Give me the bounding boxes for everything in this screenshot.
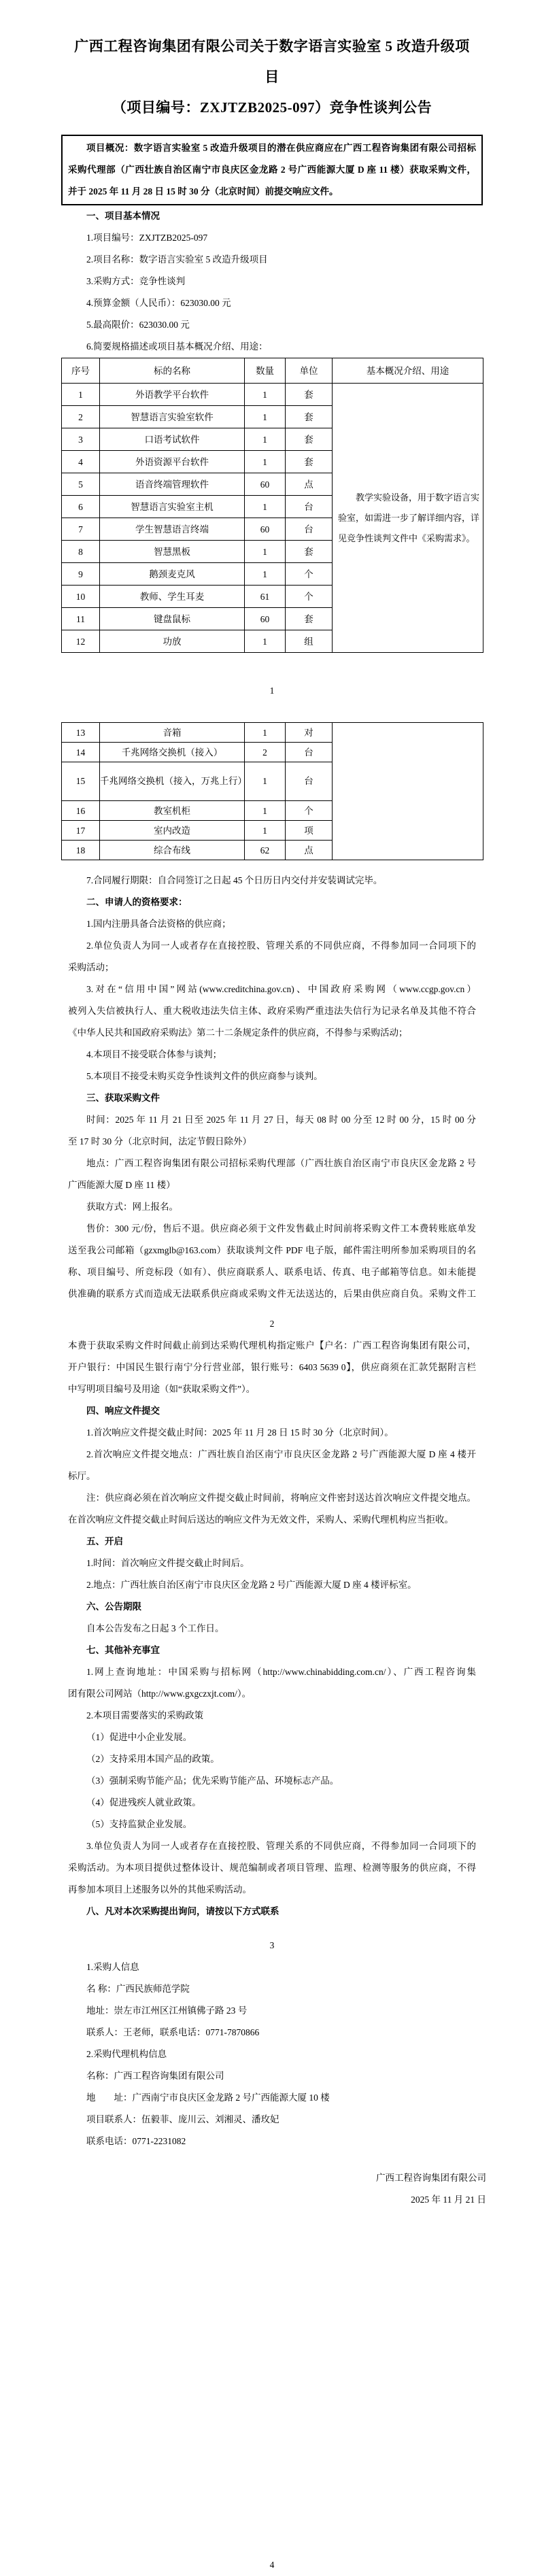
signature-company: 广西工程咨询集团有限公司: [376, 2173, 486, 2183]
text-line: 项目联系人：伍毅菲、庞川云、刘湘灵、潘玫妃: [86, 2114, 279, 2124]
table-cell: 6: [62, 496, 100, 518]
text-line: 售价：300 元/份，售后不退。供应商必须于文件发售截止时间前将采购文件工本费转账底单发: [86, 1223, 476, 1234]
text-line: （1）促进中小企业发展。: [86, 1732, 192, 1742]
section-basic-info: [68, 205, 476, 358]
table-cell: 套: [286, 608, 333, 630]
table-cell: 功放: [100, 630, 245, 653]
table-cell: 4: [62, 451, 100, 473]
section-qualification-and-documents: [68, 870, 476, 1305]
text-line: 名 称：广西民族师范学院: [86, 1984, 190, 1994]
project-overview-text: [68, 137, 476, 203]
text-line: 联系电话：0771-2231082: [86, 2136, 186, 2146]
table-cell: 3: [62, 428, 100, 451]
text-line: 2.单位负责人为同一人或者存在直接控股、管理关系的不同供应商，不得参加同一合同项下的: [86, 940, 476, 951]
table-cell: 语音终端管理软件: [100, 473, 245, 496]
table-cell: 鹅颈麦克风: [100, 563, 245, 586]
items-table-page-2: [61, 722, 483, 860]
table-cell: 智慧黑板: [100, 541, 245, 563]
text-line: 5.最高限价：623030.00 元: [86, 320, 190, 330]
text-line: 并于 2025 年 11 月 28 日 15 时 30 分（北京时间）前提交响应文件。: [68, 186, 339, 197]
text-line: 送至我公司邮箱（gzxmglb@163.com）获取谈判文件 PDF 电子版，邮件需注明所参加采购项目的名: [68, 1245, 476, 1255]
table-cell: 14: [62, 743, 100, 762]
table-cell: 1: [62, 384, 100, 406]
table-cell: 1: [245, 821, 286, 841]
table-cell: 1: [245, 406, 286, 428]
table-cell: 18: [62, 841, 100, 860]
table-cell: 1: [245, 801, 286, 821]
text-line: 5.本项目不接受未购买竞争性谈判文件的供应商参与谈判。: [86, 1071, 323, 1081]
table-cell: 综合布线: [100, 841, 245, 860]
table-cell: 9: [62, 563, 100, 586]
text-line: 地点：广西工程咨询集团有限公司招标采购代理部（广西壮族自治区南宁市良庆区金龙路 2 号: [86, 1158, 476, 1168]
project-overview-box: [61, 135, 483, 205]
text-line: 再参加本项目上述服务以外的其他采购活动。: [68, 1884, 252, 1895]
text-line: 注：供应商必须在首次响应文件提交截止时间前，将响应文件密封送达首次响应文件提交地点。: [86, 1493, 476, 1503]
text-line: 地址：崇左市江州区江州镇佛子路 23 号: [86, 2005, 248, 2016]
table-cell: 60: [245, 518, 286, 541]
table-note-line: 验室，如需进一步了解详细内容，详: [338, 512, 480, 523]
table-cell: 基本概况介绍、用途: [333, 358, 483, 384]
section-contact-info: [68, 1956, 476, 2152]
table-cell: 教师、学生耳麦: [100, 586, 245, 608]
text-line: 称、项目编号、所竞标段（如有）、供应商联系人、联系电话、传真、电子邮箱等信息。如未能提: [68, 1267, 476, 1277]
text-line: 3.采购方式：竞争性谈判: [86, 276, 186, 286]
section-heading: 五、开启: [86, 1536, 123, 1546]
table-cell: 数量: [245, 358, 286, 384]
section-heading: 八、凡对本次采购提出询问，请按以下方式联系: [86, 1906, 279, 1916]
table-cell: 个: [286, 586, 333, 608]
table-cell: 智慧语言实验室主机: [100, 496, 245, 518]
text-line: 中写明项目编号及用途（如“获取采购文件”）。: [68, 1384, 256, 1394]
table-cell: 2: [245, 743, 286, 762]
page-number-2: 2: [269, 1319, 275, 1329]
text-line: 7.合同履行期限：自合同签订之日起 45 个日历日内交付并安装调试完毕。: [86, 875, 383, 885]
table-cell: 1: [245, 630, 286, 653]
table-cell: 13: [62, 723, 100, 743]
text-line: （3）强制采购节能产品；优先采购节能产品、环境标志产品。: [86, 1776, 339, 1786]
text-line: 2.本项目需要落实的采购政策: [86, 1710, 204, 1721]
table-cell: 个: [286, 801, 333, 821]
text-line: 4.本项目不接受联合体参与谈判；: [86, 1049, 222, 1060]
text-line: 3.单位负责人为同一人或者存在直接控股、管理关系的不同供应商，不得参加同一合同项下的: [86, 1841, 476, 1851]
section-heading: 六、公告期限: [86, 1601, 141, 1612]
text-line: 被列入失信被执行人、重大税收违法失信主体、政府采购严重违法失信行为记录名单及其他不符合: [68, 1006, 476, 1016]
text-line: 广西能源大厦 D 座 11 楼）: [68, 1180, 175, 1190]
table-cell: 10: [62, 586, 100, 608]
text-line: 采购活动；: [68, 962, 114, 972]
items-table-page-1: [61, 358, 483, 653]
table-cell: 套: [286, 406, 333, 428]
page-number-3: 3: [269, 1940, 275, 1950]
text-line: 时间：2025 年 11 月 21 日至 2025 年 11 月 27 日，每天 08 时 00 分至 12 时 00 分，15 时 00 分: [86, 1115, 476, 1125]
table-row: [62, 384, 483, 406]
page-number-1: 1: [269, 685, 275, 696]
text-line: 2.首次响应文件提交地点：广西壮族自治区南宁市良庆区金龙路 2 号广西能源大厦 D 座 4 楼开: [86, 1449, 476, 1459]
text-line: 供准确的联系方式而造成无法联系供应商或采购文件无法送达的，后果由供应商自负。采购文件工: [68, 1289, 476, 1299]
table-cell: 2: [62, 406, 100, 428]
table-cell: 60: [245, 608, 286, 630]
document-title-line-1: 广西工程咨询集团有限公司关于数字语言实验室 5 改造升级项目: [74, 38, 470, 85]
table-cell: 键盘鼠标: [100, 608, 245, 630]
table-note-cell-empty: [333, 723, 483, 860]
table-cell: 60: [245, 473, 286, 496]
text-line: 1.网上查询地址：中国采购与招标网（http://www.chinabidding.com.cn/）、广西工程咨询集: [86, 1667, 476, 1677]
text-line: （5）支持监狱企业发展。: [86, 1819, 192, 1829]
text-line: 自本公告发布之日起 3 个工作日。: [86, 1623, 224, 1633]
table-cell: 1: [245, 428, 286, 451]
text-line: 本费于获取采购文件时间截止前到达采购代理机构指定账户【户名：广西工程咨询集团有限公司，: [68, 1340, 476, 1351]
table-cell: 16: [62, 801, 100, 821]
text-line: 在首次响应文件提交截止时间后送达的响应文件为无效文件，采购人、采购代理机构应当拒收。: [68, 1514, 454, 1525]
text-line: 2.项目名称：数字语言实验室 5 改造升级项目: [86, 254, 268, 265]
text-line: 标厅。: [68, 1471, 96, 1481]
table-cell: 11: [62, 608, 100, 630]
text-line: （4）促进残疾人就业政策。: [86, 1797, 201, 1808]
table-cell: 组: [286, 630, 333, 653]
section-heading: 七、其他补充事宜: [86, 1645, 160, 1655]
text-line: 1.国内注册具备合法资格的供应商；: [86, 919, 231, 929]
section-heading: 二、申请人的资格要求：: [86, 897, 188, 907]
table-cell: 外语资源平台软件: [100, 451, 245, 473]
table-header-row: [62, 358, 483, 384]
table-row: [62, 723, 483, 743]
table-cell: 7: [62, 518, 100, 541]
table-cell: 学生智慧语言终端: [100, 518, 245, 541]
table-cell: 1: [245, 384, 286, 406]
section-heading: 三、获取采购文件: [86, 1093, 160, 1103]
text-line: 1.采购人信息: [86, 1962, 139, 1972]
table-cell: 1: [245, 451, 286, 473]
text-line: 至 17 时 30 分（北京时间，法定节假日除外）: [68, 1136, 252, 1147]
section-heading: 四、响应文件提交: [86, 1406, 160, 1416]
table-cell: 个: [286, 563, 333, 586]
text-line: 1.项目编号：ZXJTZB2025-097: [86, 233, 208, 243]
signature-block: [68, 2167, 486, 2211]
table-cell: 千兆网络交换机（接入）: [100, 743, 245, 762]
table-cell: 智慧语言实验室软件: [100, 406, 245, 428]
text-line: 开户银行：中国民生银行南宁分行营业部，银行账号：6403 5639 0】，供应商须在汇款凭据附言栏: [68, 1362, 476, 1372]
table-cell: 教室机柜: [100, 801, 245, 821]
text-line: 6.简要规格描述或项目基本概况介绍、用途：: [86, 341, 268, 352]
table-cell: 口语考试软件: [100, 428, 245, 451]
table-cell: 台: [286, 743, 333, 762]
text-line: 名称：广西工程咨询集团有限公司: [86, 2071, 224, 2081]
section-submission-and-policies: [68, 1335, 476, 1922]
table-cell: 12: [62, 630, 100, 653]
text-line: 2.地点：广西壮族自治区南宁市良庆区金龙路 2 号广西能源大厦 D 座 4 楼评标室。: [86, 1580, 417, 1590]
table-cell: 点: [286, 841, 333, 860]
table-cell: 61: [245, 586, 286, 608]
table-note-line: 见竞争性谈判文件中《采购需求》。: [338, 532, 475, 543]
table-cell: 序号: [62, 358, 100, 384]
text-line: 1.时间：首次响应文件提交截止时间后。: [86, 1558, 250, 1568]
table-cell: 8: [62, 541, 100, 563]
table-cell: 62: [245, 841, 286, 860]
table-cell: 套: [286, 428, 333, 451]
table-cell: 套: [286, 451, 333, 473]
table-cell: 点: [286, 473, 333, 496]
text-line: 联系人：王老师，联系电话：0771-7870866: [86, 2027, 260, 2037]
document-title-line-2: （项目编号：ZXJTZB2025-097）竞争性谈判公告: [112, 99, 432, 116]
table-cell: 套: [286, 384, 333, 406]
table-note-cell: [333, 384, 483, 653]
text-line: 1.首次响应文件提交截止时间：2025 年 11 月 28 日 15 时 30 分（北京时间）。: [86, 1427, 394, 1438]
text-line: 团有限公司网站（http://www.gxgczxjt.com/）。: [68, 1689, 252, 1699]
table-cell: 1: [245, 541, 286, 563]
text-line: 获取方式：网上报名。: [86, 1202, 178, 1212]
table-cell: 音箱: [100, 723, 245, 743]
table-cell: 外语教学平台软件: [100, 384, 245, 406]
table-cell: 对: [286, 723, 333, 743]
table-cell: 项: [286, 821, 333, 841]
text-line: （2）支持采用本国产品的政策。: [86, 1754, 220, 1764]
document-title: [68, 0, 476, 123]
table-cell: 千兆网络交换机（接入，万兆上行）: [100, 762, 245, 801]
text-line: 采购代理部（广西壮族自治区南宁市良庆区金龙路 2 号广西能源大厦 D 座 11 楼）获取采购文件，: [68, 165, 476, 175]
table-cell: 1: [245, 723, 286, 743]
signature-date: 2025 年 11 月 21 日: [411, 2194, 486, 2205]
text-line: 2.采购代理机构信息: [86, 2049, 167, 2059]
text-line: 3.对在“信用中国”网站(www.creditchina.gov.cn)、中国政府采购网（www.ccgp.gov.cn）: [86, 984, 476, 994]
table-cell: 套: [286, 541, 333, 563]
table-cell: 17: [62, 821, 100, 841]
text-line: 采购活动。为本项目提供过整体设计、规范编制或者项目管理、监理、检测等服务的供应商，不得: [68, 1863, 476, 1873]
table-cell: 单位: [286, 358, 333, 384]
table-cell: 室内改造: [100, 821, 245, 841]
text-line: 《中华人民共和国政府采购法》第二十二条规定条件的供应商，不得参与采购活动；: [68, 1028, 408, 1038]
text-line: 项目概况：数字语言实验室 5 改造升级项目的潜在供应商应在广西工程咨询集团有限公司招标: [86, 143, 476, 153]
text-line: 4.预算金额（人民币）：623030.00 元: [86, 298, 231, 308]
table-cell: 台: [286, 496, 333, 518]
table-cell: 台: [286, 762, 333, 801]
table-cell: 标的名称: [100, 358, 245, 384]
page-number-4: 4: [269, 2560, 275, 2570]
table-cell: 5: [62, 473, 100, 496]
table-cell: 台: [286, 518, 333, 541]
table-cell: 15: [62, 762, 100, 801]
section-heading: 一、项目基本情况: [86, 211, 160, 221]
table-cell: 1: [245, 563, 286, 586]
text-line: 地 址：广西南宁市良庆区金龙路 2 号广西能源大厦 10 楼: [86, 2092, 330, 2103]
table-cell: 1: [245, 496, 286, 518]
table-note-line: 教学实验设备，用于数字语言实: [356, 492, 480, 503]
table-cell: 1: [245, 762, 286, 801]
